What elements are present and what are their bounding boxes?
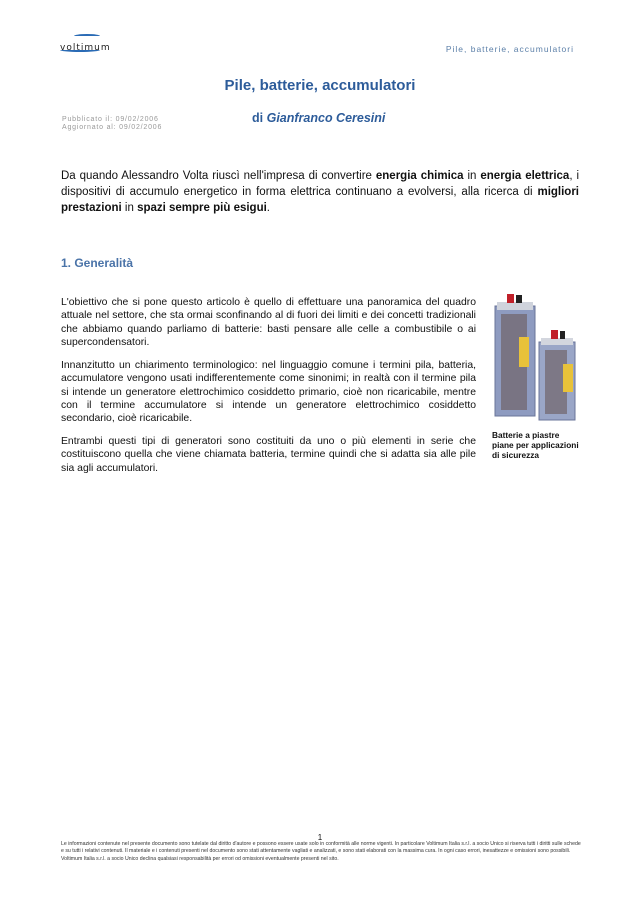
author-name: Gianfranco Ceresini (266, 111, 386, 125)
voltimum-logo: voltimum (60, 37, 100, 51)
updated-date: Aggiornato al: 09/02/2006 (62, 124, 163, 131)
paragraph: L'obiettivo che si pone questo articolo è quello di effettuare una panoramica del quadro attuale nel settore, che sta ormai sconfinando al di fuori dei limiti e dei concetti tradizionali che abbiamo quando parliamo di batterie: basti pensare alle celle a combustibile o ai supercondensatori. (61, 297, 476, 348)
paragraph: Entrambi questi tipi di generatori sono costituiti da uno o più elementi in serie che costituiscono quella che viene chiamata batteria, termine quindi che si adatta sia alle pile sia agli accumulatori. (61, 436, 476, 474)
paragraph: Innanzitutto un chiarimento terminologico: nel linguaggio comune i termini pila, batteria, accumulatore vengono usati indifferentemente come sinonimi; in realtà con il termine pila si intende un generatore elettrochimico cosiddetto primario, cioè non ricaricabile, mentre con il termine accumulatore si intende un generatore elettrochimico cosiddetto secondario, cioè ricaricabile. (61, 360, 476, 425)
page-title: Pile, batterie, accumulatori (224, 77, 416, 94)
section-heading: 1. Generalità (61, 256, 134, 270)
page-number: 1 (317, 833, 323, 842)
author-line: di Gianfranco Ceresini (252, 111, 386, 125)
running-title: Pile, batterie, accumulatori (445, 44, 574, 54)
intro-paragraph: Da quando Alessandro Volta riuscì nell'impresa di convertire energia chimica in energia elettrica, i dispositivi di accumulo energetico in forma elettrica continuano a evolversi, alla ricerca di migliori prestazioni in spazi sempre più esigui. (61, 170, 580, 214)
image-caption: Batterie a piastre piane per applicazioni di sicurezza (492, 430, 579, 460)
battery-image (489, 292, 581, 422)
footer-disclaimer: Le informazioni contenute nel presente documento sono tutelate dal diritto d'autore e possono essere usate solo in conformità alle norme vigenti. In particolare Voltimum Italia s.r.l. a socio Unico si riserva tutti i diritti sulle schede e su tutti i relativi contenuti. Il materiale e i contenuti presenti nel documento sono stati attentamente vagliati e analizzati, e sono stati elaborati con la massima cura. In ogni caso errori, inesattezze e omissioni sono possibili. Voltimum Italia s.r.l. a socio Unico declina qualsiasi responsabilità per errori od omissioni eventualmente presenti nel sito. (61, 841, 581, 862)
published-date: Pubblicato il: 09/02/2006 (62, 116, 159, 123)
